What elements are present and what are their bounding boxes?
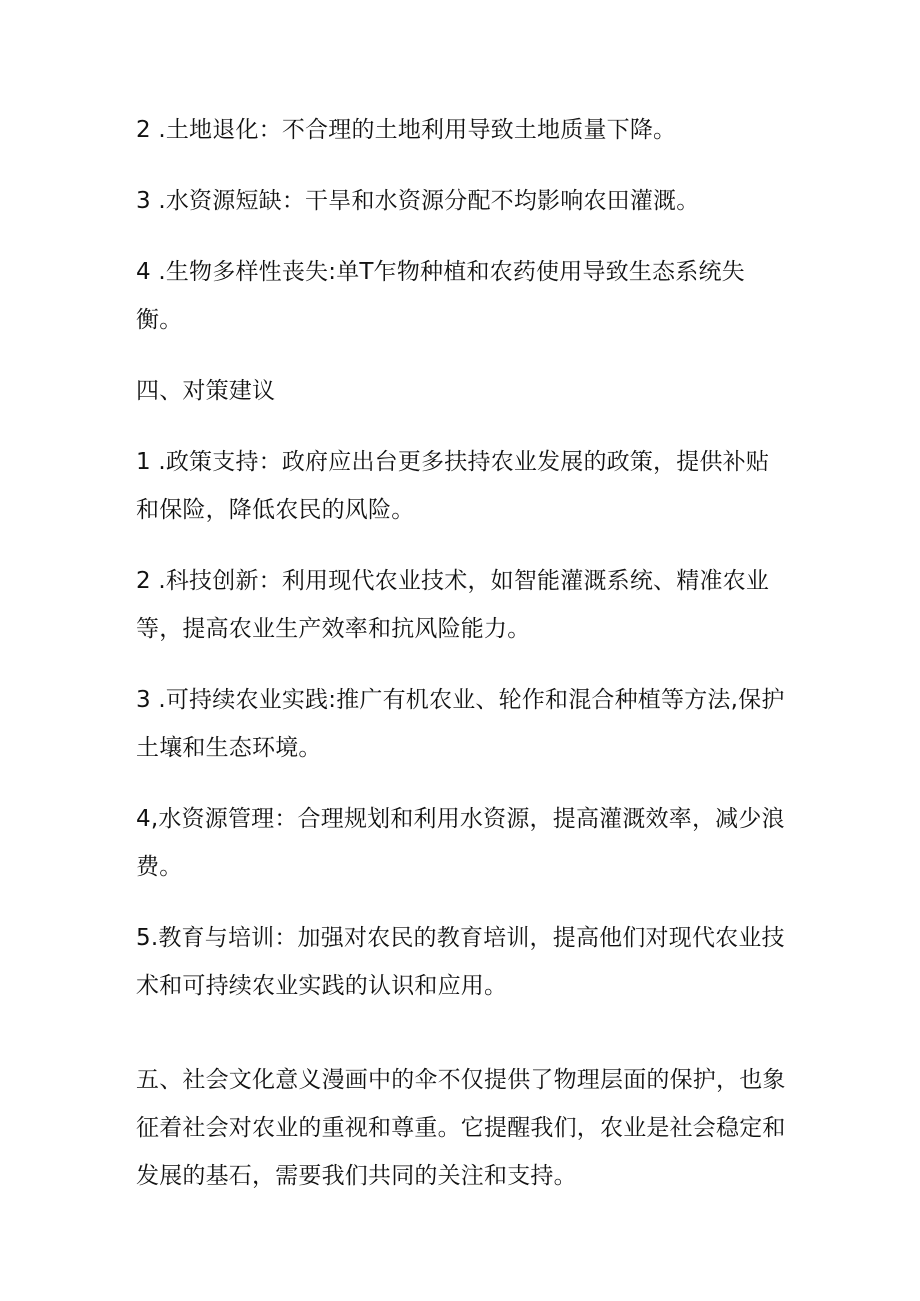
paragraph-education-training: 5.教育与培训：加强对农民的教育培训，提高他们对现代农业技术和可持续农业实践的认识和应用。 <box>136 925 785 999</box>
paragraph-land-degradation: 2 .土地退化：不合理的土地利用导致土地质量下降。 <box>136 117 677 143</box>
section-heading-countermeasures: 四、对策建议 <box>136 378 276 404</box>
paragraph-water-management: 4,水资源管理：合理规划和利用水资源，提高灌溉效率，减少浪费。 <box>136 806 785 880</box>
paragraph-biodiversity-loss: 4 .生物多样性丧失:单T乍物种植和农药使用导致生态系统失衡。 <box>136 259 745 333</box>
paragraph-policy-support: 1 .政策支持：政府应出台更多扶持农业发展的政策，提供补贴和保险，降低农民的风险。 <box>136 449 770 523</box>
paragraph-sustainable-practice: 3 .可持续农业实践:推广有机农业、轮作和混合种植等方法,保护土壤和生态环境。 <box>136 687 785 761</box>
paragraph-water-shortage: 3 .水资源短缺：干旱和水资源分配不均影响农田灌溉。 <box>136 188 700 214</box>
paragraph-social-cultural-meaning: 五、社会文化意义漫画中的伞不仅提供了物理层面的保护，也象征着社会对农业的重视和尊重。它提醒我们，农业是社会稳定和发展的基石，需要我们共同的关注和支持。 <box>136 1067 786 1189</box>
paragraph-tech-innovation: 2 .科技创新：利用现代农业技术，如智能灌溉系统、精准农业等，提高农业生产效率和抗风险能力。 <box>136 568 770 642</box>
